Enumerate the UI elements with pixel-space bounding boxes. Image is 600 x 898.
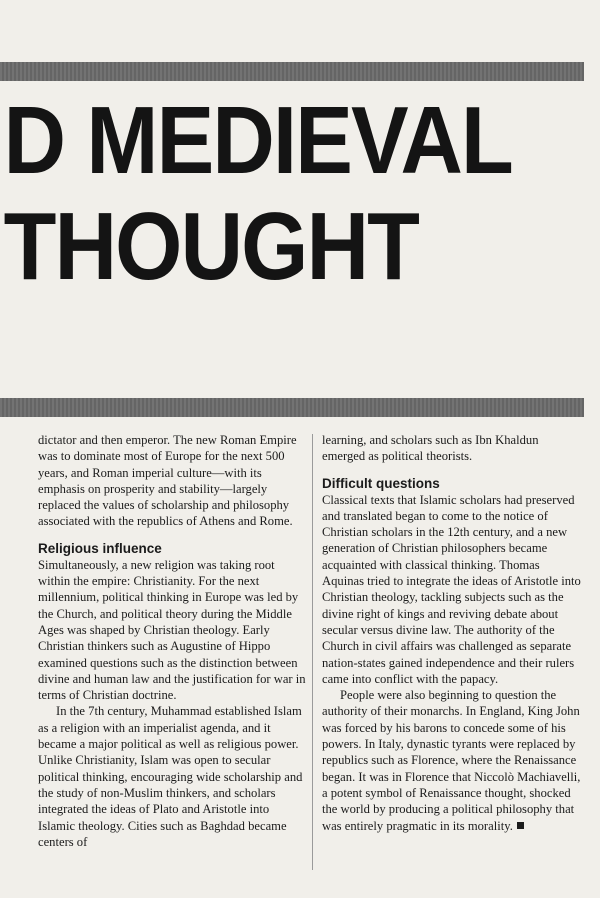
right-paragraph-3 bbox=[322, 687, 584, 834]
top-decorative-bar bbox=[0, 62, 584, 81]
right-paragraph-2: Classical texts that Islamic scholars had preserved and translated began to come to the notice of Christian scholars in the 12th century, and a new generation of Christian philosophers became acquainted with classical thinking. Thomas Aquinas tried to integrate the ideas of Aristotle into Christian theology, tackling subjects such as the divine right of kings and reviving debate about secular versus divine law. The authority of the Church in civil affairs was challenged as separate nation-states gained independence and their rulers came into conflict with the papacy. bbox=[322, 492, 581, 686]
left-column bbox=[38, 432, 306, 850]
title-line-2: THOUGHT bbox=[3, 193, 419, 300]
right-column bbox=[322, 432, 584, 834]
right-paragraph-3-text: People were also beginning to question the authority of their monarchs. In England, King John was forced by his barons to concede some of his powers. In Italy, dynastic tyrants were replaced by republics such as Florence, where the Renaissance began. It was in Florence that Niccolò Machiavelli, a potent symbol of Renaissance thought, shocked the world by producing a political philosophy that was entirely pragmatic in its morality. bbox=[322, 688, 581, 833]
end-of-article-square-icon bbox=[517, 822, 524, 829]
heading-difficult-questions: Difficult questions bbox=[322, 475, 440, 491]
page-title bbox=[0, 88, 540, 300]
bottom-decorative-bar bbox=[0, 398, 584, 417]
right-paragraph-1: learning, and scholars such as Ibn Khaldun emerged as political theorists. bbox=[322, 433, 539, 464]
column-divider bbox=[312, 434, 313, 870]
left-paragraph-1: dictator and then emperor. The new Roman Empire was to dominate most of Europe for the next 500 years, and Roman imperial culture—with its emphasis on prosperity and stability—largely replaced the values of scholarship and philosophy associated with the republics of Athens and Rome. bbox=[38, 433, 297, 529]
left-paragraph-2: Simultaneously, a new religion was taking root within the empire: Christianity. For the next millennium, political thinking in Europe was led by the Church, and political theory during the Middle Ages was shaped by Christian theology. Early Christian thinkers such as Augustine of Hippo examined questions such as the distinction between divine and human law and the justification for war in terms of Christian doctrine. bbox=[38, 557, 306, 703]
left-paragraph-3: In the 7th century, Muhammad established Islam as a religion with an imperialist agenda, and it became a major political as well as religious power. Unlike Christianity, Islam was open to secular political thinking, encouraging wide scholarship and the study of non-Muslim thinkers, and scholars integrated the ideas of Plato and Aristotle into Islamic theology. Cities such as Baghdad became centers of bbox=[38, 704, 303, 849]
title-line-1: D MEDIEVAL bbox=[3, 87, 513, 194]
heading-religious-influence: Religious influence bbox=[38, 540, 162, 556]
